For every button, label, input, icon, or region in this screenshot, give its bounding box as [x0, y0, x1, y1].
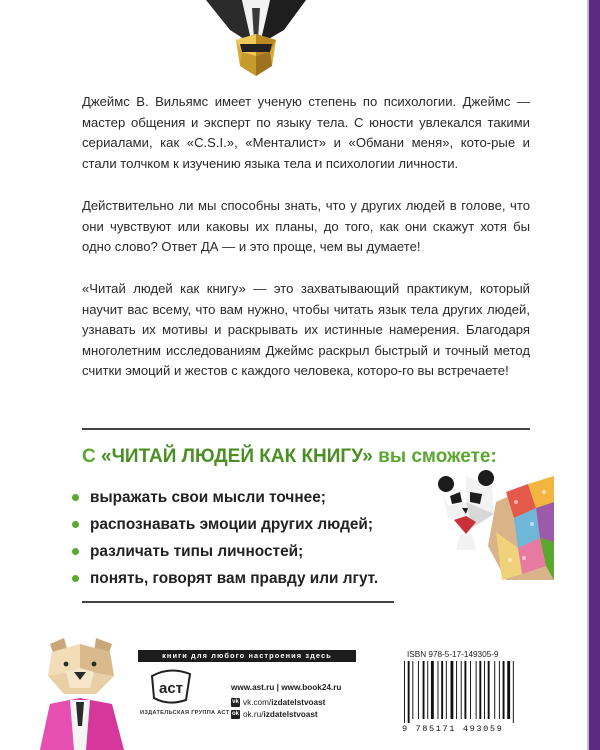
- benefits-headline: [82, 446, 497, 468]
- ok-prefix: ok.ru/: [243, 710, 264, 719]
- publisher-name: ИЗДАТЕЛЬСКАЯ ГРУППА АСТ: [140, 710, 230, 716]
- book-description-paragraph: «Читай людей как книгу» — это захватывающий практикум, который научит вас всему, что вам нужно, чтобы читать язык тела других людей, узнавать их мотивы и раскрывать их истинные намерения. Благодаря многолетним исследованиям Джеймс раскрыл быстрый и точный метод считки эмоций и жестов с каждого человека, которо-го вы встречаете!: [82, 281, 530, 378]
- bear-figure-illustration: [34, 630, 128, 750]
- benefit-text: выражать свои мысли точнее;: [90, 489, 326, 506]
- section-divider: [82, 601, 394, 603]
- benefit-item: [72, 511, 378, 538]
- vk-handle: izdatelstvoast: [271, 698, 326, 707]
- ok-link[interactable]: [231, 710, 318, 719]
- headline-prefix: С: [82, 446, 96, 467]
- headline-suffix: вы сможете:: [378, 446, 497, 467]
- barcode-icon: [402, 661, 520, 723]
- lowpoly-figure-illustration: [206, 0, 306, 82]
- headline-book-title: «ЧИТАЙ ЛЮДЕЙ КАК КНИГУ»: [101, 446, 373, 467]
- benefit-item: [72, 565, 378, 592]
- vk-link[interactable]: [231, 698, 325, 707]
- benefit-text: распознавать эмоции других людей;: [90, 516, 374, 533]
- vk-prefix: vk.com/: [243, 698, 272, 707]
- isbn-number: ISBN 978-5-17-149305-9: [407, 650, 499, 659]
- publisher-websites[interactable]: www.ast.ru | www.book24.ru: [231, 683, 342, 692]
- bullet-icon: [72, 521, 79, 528]
- author-bio-paragraph: Джеймс В. Вильямс имеет ученую степень по психологии. Джеймс — мастер общения и эксперт по языку тела. С юности увлекался такими сериалами, как «C.S.I.», «Менталист» и «Обмани меня», кото-рые и стали толчком к изучению языка тела и психологии личности.: [82, 94, 530, 171]
- panda-figure-illustration: [436, 462, 554, 580]
- ok-handle: izdatelstvoast: [263, 710, 318, 719]
- benefit-item: [72, 538, 378, 565]
- benefit-item: [72, 484, 378, 511]
- publisher-tagline: книги для любого настроения здесь: [138, 650, 356, 662]
- bullet-icon: [72, 575, 79, 582]
- benefit-text: понять, говорят вам правду или лгут.: [90, 570, 379, 587]
- ok-icon: ok: [231, 711, 239, 717]
- benefits-list: [72, 484, 378, 592]
- bullet-icon: [72, 494, 79, 501]
- spine-edge: [589, 0, 600, 750]
- ast-logo-icon: [146, 666, 196, 706]
- vk-icon: vk: [232, 699, 239, 705]
- bullet-icon: [72, 548, 79, 555]
- logo-text: аст: [158, 680, 184, 697]
- section-divider: [82, 428, 530, 430]
- barcode-digits: 9 785171 493059: [402, 724, 504, 734]
- benefit-text: различать типы личностей;: [90, 543, 304, 560]
- question-paragraph: Действительно ли мы способны знать, что у других людей в голове, что они чувствуют или каковы их планы, до того, как они скажут хотя бы одно слово? Ответ ДА — и это проще, чем вы думаете!: [82, 198, 530, 254]
